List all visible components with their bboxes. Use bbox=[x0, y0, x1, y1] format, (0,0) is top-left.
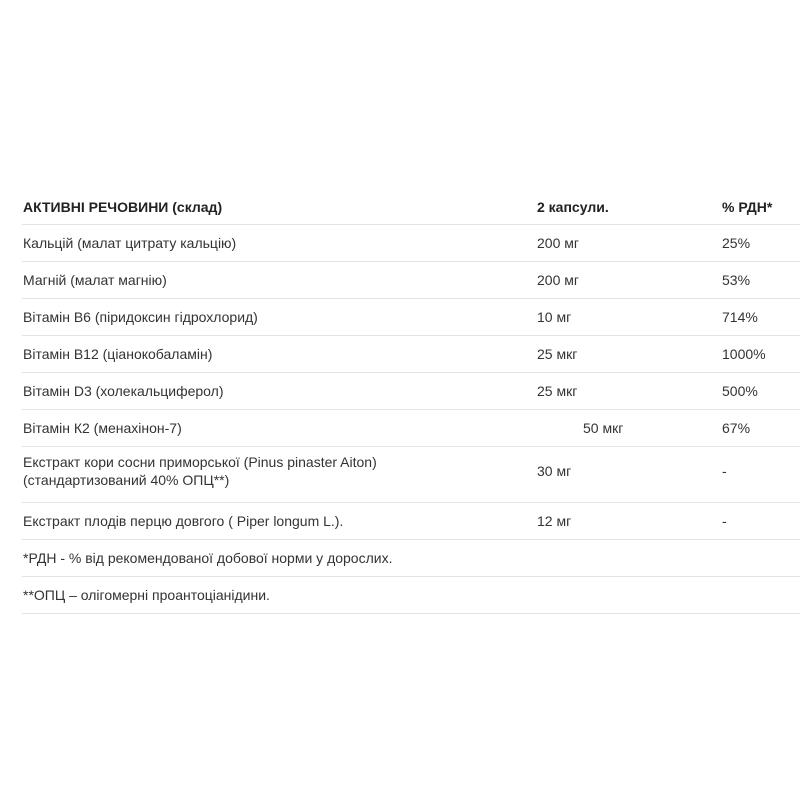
row-substance: Екстракт плодів перцю довгого ( Piper longum L.). bbox=[23, 513, 344, 529]
table-row bbox=[22, 262, 800, 299]
row-rdn: - bbox=[722, 463, 727, 479]
row-dose: 25 мкг bbox=[537, 383, 578, 399]
footnote-opc: **ОПЦ – олігомерні проантоціанідини. bbox=[23, 587, 270, 603]
table-row bbox=[22, 225, 800, 262]
row-substance: Вітамін К2 (менахінон-7) bbox=[23, 420, 182, 436]
table-header bbox=[22, 190, 800, 225]
row-rdn: 67% bbox=[722, 420, 751, 436]
row-dose: 12 мг bbox=[537, 513, 572, 529]
footnote-row bbox=[22, 540, 800, 577]
table-row bbox=[22, 373, 800, 410]
row-dose: 30 мг bbox=[537, 463, 572, 479]
header-dose: 2 капсули. bbox=[537, 199, 609, 215]
row-rdn: 714% bbox=[722, 309, 758, 325]
row-dose: 200 мг bbox=[537, 235, 579, 251]
composition-table bbox=[22, 190, 800, 614]
row-rdn: 53% bbox=[722, 272, 751, 288]
row-dose: 200 мг bbox=[537, 272, 579, 288]
table-row bbox=[22, 447, 800, 503]
row-dose: 25 мкг bbox=[537, 346, 578, 362]
row-dose: 50 мкг bbox=[583, 420, 624, 436]
footnote-row bbox=[22, 577, 800, 614]
table-row bbox=[22, 503, 800, 540]
row-rdn: 500% bbox=[722, 383, 758, 399]
row-substance: Вітамін В12 (ціанокобаламін) bbox=[23, 346, 213, 362]
row-rdn: 25% bbox=[722, 235, 751, 251]
row-rdn: 1000% bbox=[722, 346, 766, 362]
row-substance: Екстракт кори сосни приморської (Pinus pinaster Aiton) (стандартизований 40% ОПЦ**) bbox=[23, 454, 377, 488]
table-row bbox=[22, 299, 800, 336]
footnote-rdn: *РДН - % від рекомендованої добової норми у дорослих. bbox=[23, 550, 393, 566]
row-substance: Вітамін D3 (холекальциферол) bbox=[23, 383, 224, 399]
table-row bbox=[22, 336, 800, 373]
row-dose: 10 мг bbox=[537, 309, 572, 325]
table-row bbox=[22, 410, 800, 447]
row-substance: Вітамін В6 (піридоксин гідрохлорид) bbox=[23, 309, 258, 325]
row-rdn: - bbox=[722, 513, 727, 529]
header-rdn: % РДН* bbox=[722, 199, 773, 215]
header-substance: АКТИВНІ РЕЧОВИНИ (склад) bbox=[23, 199, 223, 215]
row-substance: Магній (малат магнію) bbox=[23, 272, 167, 288]
row-substance: Кальцій (малат цитрату кальцію) bbox=[23, 235, 237, 251]
